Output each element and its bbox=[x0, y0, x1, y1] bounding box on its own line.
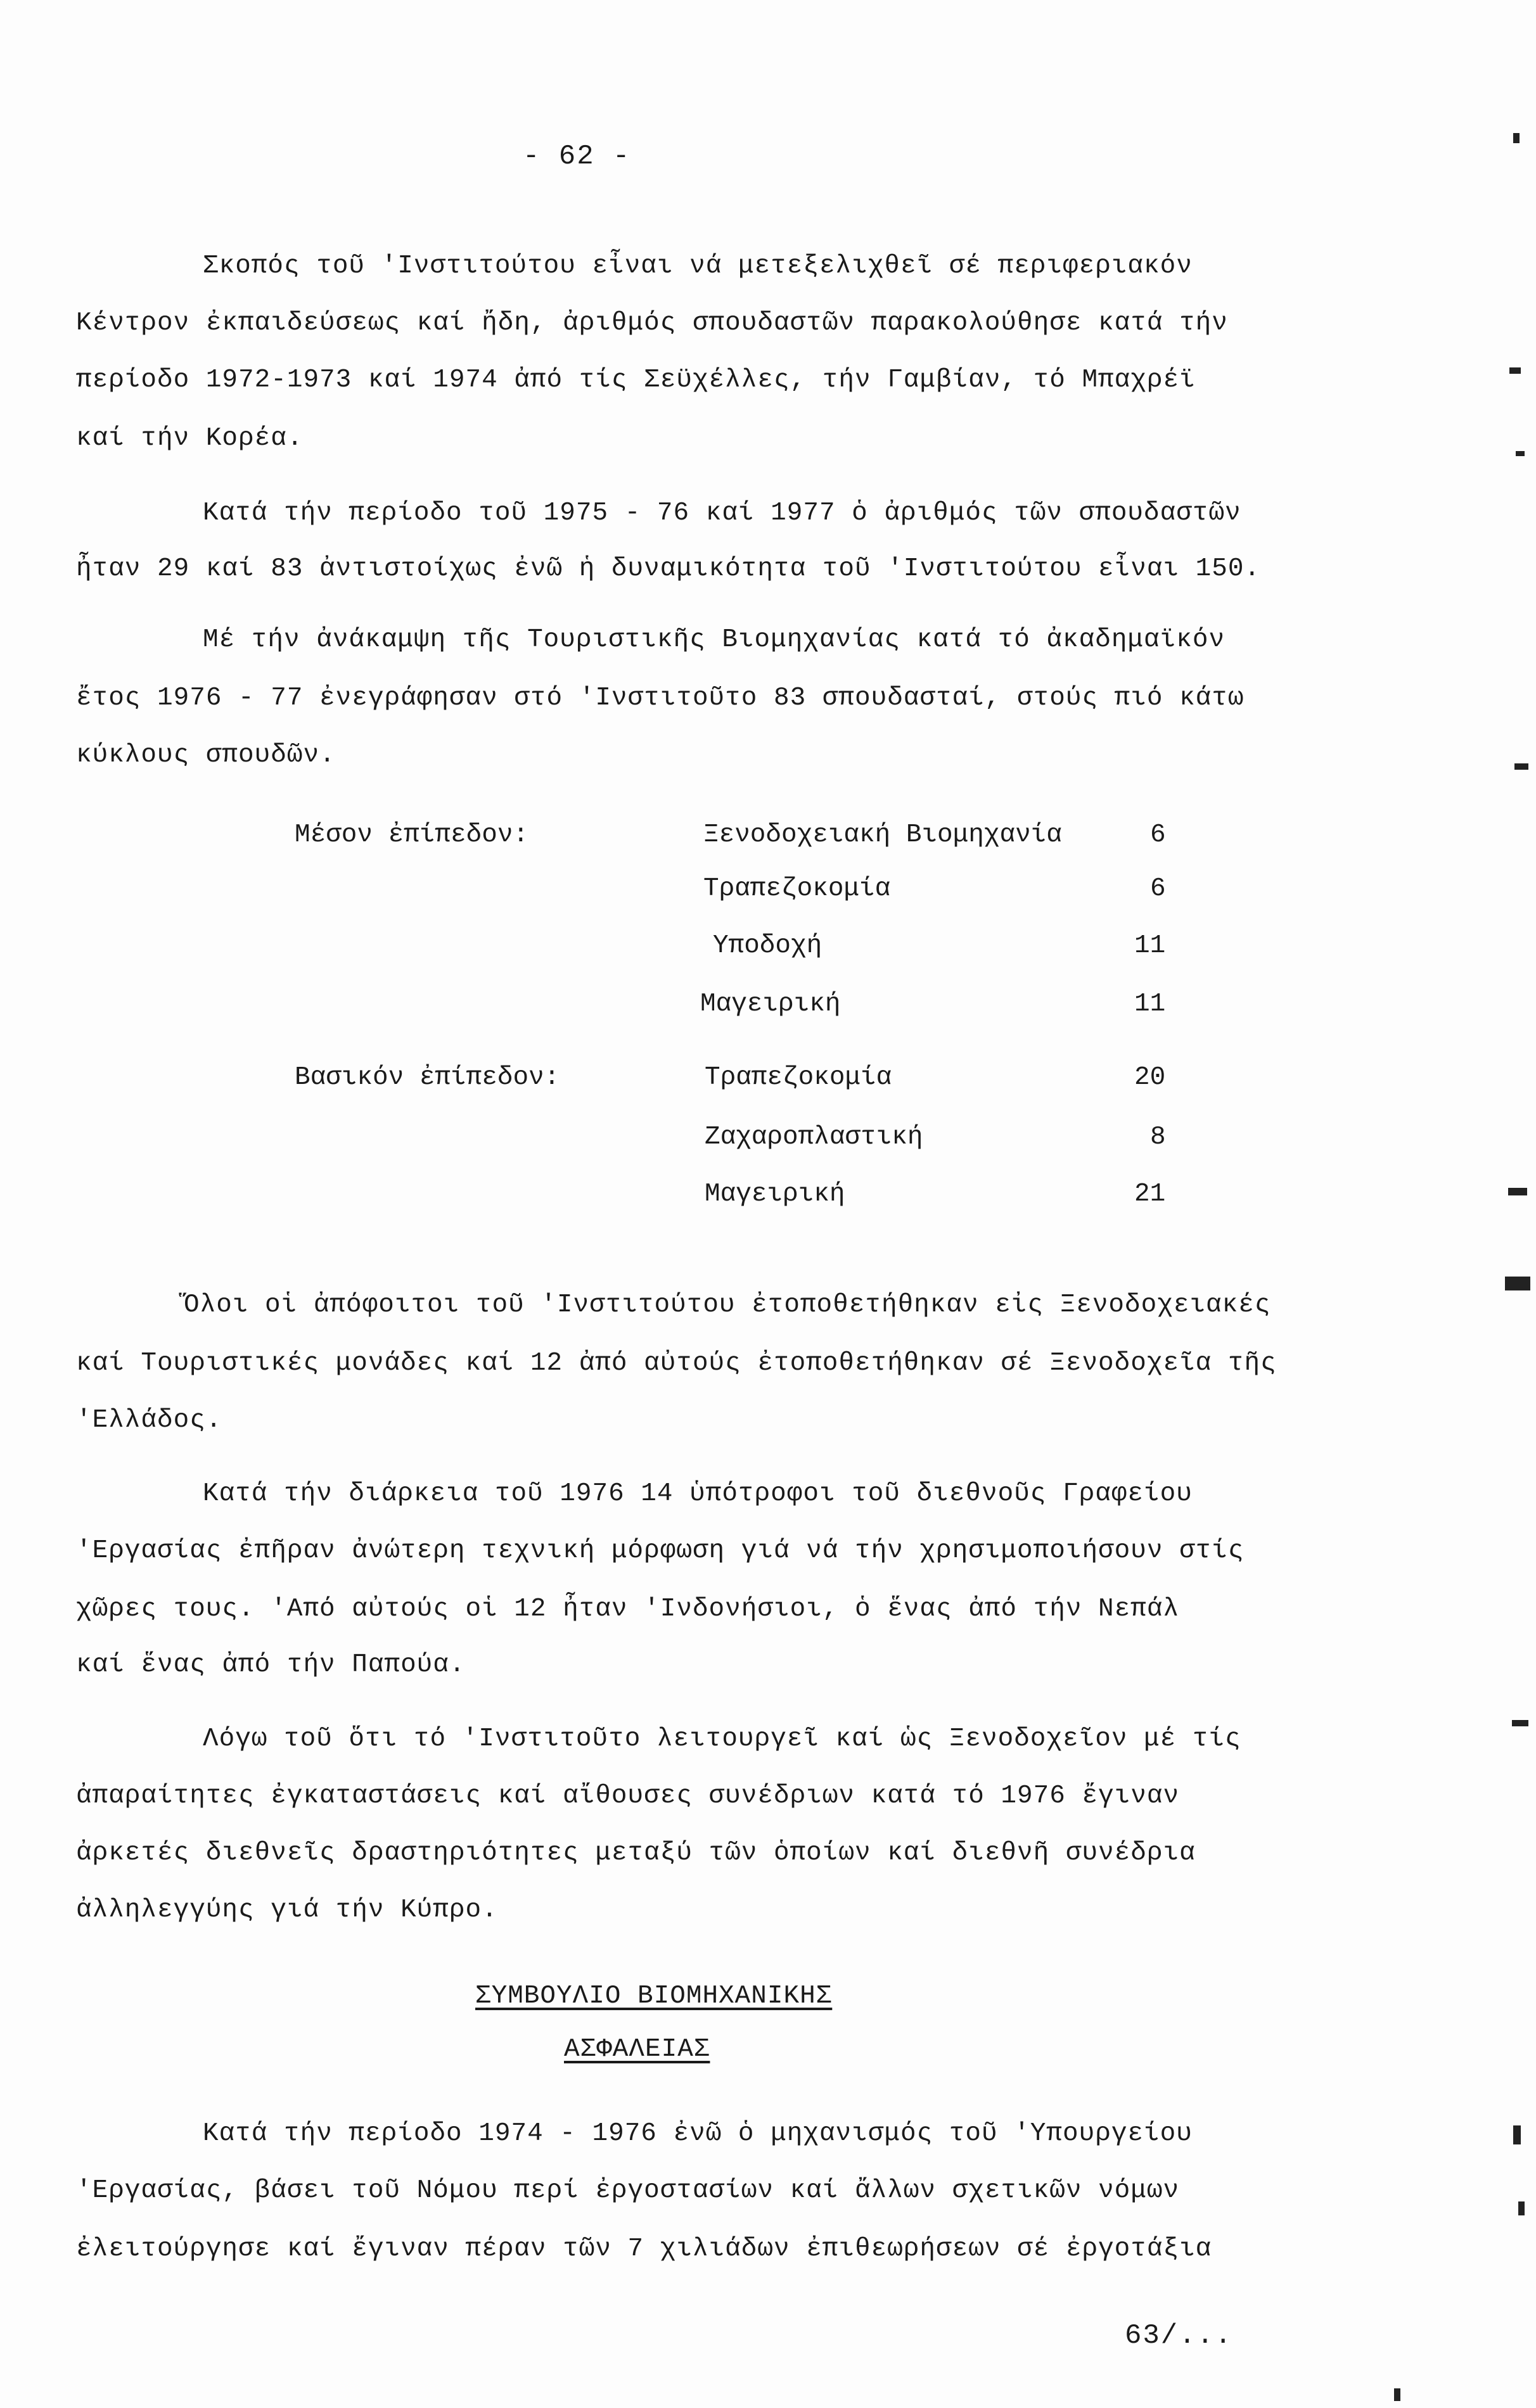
paragraph-line: 'Ελλάδος. bbox=[76, 1406, 222, 1435]
paragraph-line: ἦταν 29 καί 83 ἀντιστοίχως ἐνῶ ἡ δυναμικότητα τοῦ 'Ινστιτούτου εἶναι 150. bbox=[76, 554, 1261, 583]
paragraph-line: Λόγω τοῦ ὅτι τό 'Ινστιτοῦτο λειτουργεῖ καί ὡς Ξενοδοχεῖον μέ τίς bbox=[203, 1724, 1241, 1754]
scan-speck bbox=[1514, 763, 1528, 770]
course-count: 6 bbox=[1150, 820, 1166, 850]
course-name: Τραπεζοκομία bbox=[703, 874, 891, 903]
course-count: 21 bbox=[1134, 1180, 1166, 1209]
course-count: 8 bbox=[1150, 1123, 1166, 1152]
course-count: 6 bbox=[1150, 874, 1166, 903]
continuation-marker: 63/... bbox=[1125, 2320, 1233, 2352]
course-name: Μαγειρική bbox=[705, 1180, 845, 1209]
paragraph-line: ἐλειτούργησε καί ἔγιναν πέραν τῶν 7 χιλιάδων ἐπιθεωρήσεων σέ ἐργοτάξια bbox=[76, 2234, 1212, 2264]
paragraph-line: κύκλους σπουδῶν. bbox=[76, 741, 336, 770]
scan-speck bbox=[1508, 1188, 1527, 1195]
scan-speck bbox=[1512, 1720, 1528, 1726]
course-count: 20 bbox=[1134, 1063, 1166, 1092]
section-heading-line2: ΑΣΦΑΛΕΙΑΣ bbox=[564, 2035, 710, 2064]
course-name: Ζαχαροπλαστική bbox=[705, 1123, 923, 1152]
course-name: Μαγειρική bbox=[700, 990, 841, 1019]
basic-level-label: Βασικόν ἐπίπεδον: bbox=[295, 1063, 560, 1092]
course-name: Υποδοχή bbox=[713, 931, 822, 960]
scan-speck bbox=[1518, 2201, 1525, 2215]
paragraph-line: περίοδο 1972-1973 καί 1974 ἀπό τίς Σεϋχέλλες, τήν Γαμβίαν, τό Μπαχρέϊ bbox=[76, 366, 1196, 395]
paragraph-line: καί τήν Κορέα. bbox=[76, 424, 304, 453]
course-count: 11 bbox=[1134, 990, 1166, 1019]
scan-speck bbox=[1516, 451, 1525, 456]
paragraph-line: 'Εργασίας ἐπῆραν ἀνώτερη τεχνική μόρφωση γιά νά τήν χρησιμοποιήσουν στίς bbox=[76, 1536, 1245, 1565]
scan-speck bbox=[1513, 2125, 1521, 2144]
middle-level-label: Μέσον ἐπίπεδον: bbox=[295, 820, 529, 850]
paragraph-line: Κέντρον ἐκπαιδεύσεως καί ἤδη, ἀριθμός σπουδαστῶν παρακολούθησε κατά τήν bbox=[76, 309, 1228, 338]
paragraph-line: ἀρκετές διεθνεῖς δραστηριότητες μεταξύ τῶν ὁποίων καί διεθνῆ συνέδρια bbox=[76, 1838, 1196, 1868]
paragraph-line: Μέ τήν ἀνάκαμψη τῆς Τουριστικῆς Βιομηχανίας κατά τό ἀκαδημαϊκόν bbox=[203, 625, 1226, 654]
course-name: Τραπεζοκομία bbox=[705, 1063, 892, 1092]
course-count: 11 bbox=[1134, 931, 1166, 960]
section-heading: ΣΥΜΒΟΥΛΙΟ ΒΙΟΜΗΧΑΝΙΚΗΣ bbox=[475, 1982, 833, 2011]
paragraph-line: Κατά τήν περίοδο τοῦ 1975 - 76 καί 1977 ὁ ἀριθμός τῶν σπουδαστῶν bbox=[203, 499, 1241, 528]
scan-speck bbox=[1509, 367, 1521, 374]
paragraph-line: Κατά τήν περίοδο 1974 - 1976 ἐνῶ ὁ μηχανισμός τοῦ 'Υπουργείου bbox=[203, 2119, 1193, 2148]
course-name: Ξενοδοχειακή Βιομηχανία bbox=[703, 820, 1062, 850]
paragraph-line: Κατά τήν διάρκεια τοῦ 1976 14 ὑπότροφοι τοῦ διεθνοῦς Γραφείου bbox=[203, 1479, 1193, 1508]
scan-speck bbox=[1513, 133, 1520, 143]
page-number: - 62 - bbox=[523, 141, 631, 172]
paragraph-line: ἔτος 1976 - 77 ἐνεγράφησαν στό 'Ινστιτοῦτο 83 σπουδασταί, στούς πιό κάτω bbox=[76, 684, 1245, 713]
paragraph-line: χῶρες τους. 'Από αὐτούς οἱ 12 ἦταν 'Ινδονήσιοι, ὁ ἕνας ἀπό τήν Νεπάλ bbox=[76, 1595, 1180, 1624]
paragraph-line: ἀλληλεγγύης γιά τήν Κύπρο. bbox=[76, 1895, 498, 1925]
paragraph-line: καί Τουριστικές μονάδες καί 12 ἀπό αὐτούς ἐτοποθετήθηκαν σέ Ξενοδοχεῖα τῆς bbox=[76, 1349, 1277, 1378]
paragraph-line: 'Εργασίας, βάσει τοῦ Νόμου περί ἐργοστασίων καί ἄλλων σχετικῶν νόμων bbox=[76, 2176, 1180, 2205]
scan-speck bbox=[1505, 1277, 1530, 1290]
scan-speck bbox=[1394, 2388, 1400, 2401]
paragraph-line: καί ἕνας ἀπό τήν Παπούα. bbox=[76, 1650, 466, 1679]
paragraph-line: Ὅλοι οἱ ἀπόφοιτοι τοῦ 'Ινστιτούτου ἐτοποθετήθηκαν εἰς Ξενοδοχειακές bbox=[184, 1290, 1271, 1320]
paragraph-line: Σκοπός τοῦ 'Ινστιτούτου εἶναι νά μετεξελιχθεῖ σέ περιφεριακόν bbox=[203, 252, 1193, 281]
paragraph-line: ἀπαραίτητες ἐγκαταστάσεις καί αἴθουσες συνέδριων κατά τό 1976 ἔγιναν bbox=[76, 1781, 1180, 1811]
